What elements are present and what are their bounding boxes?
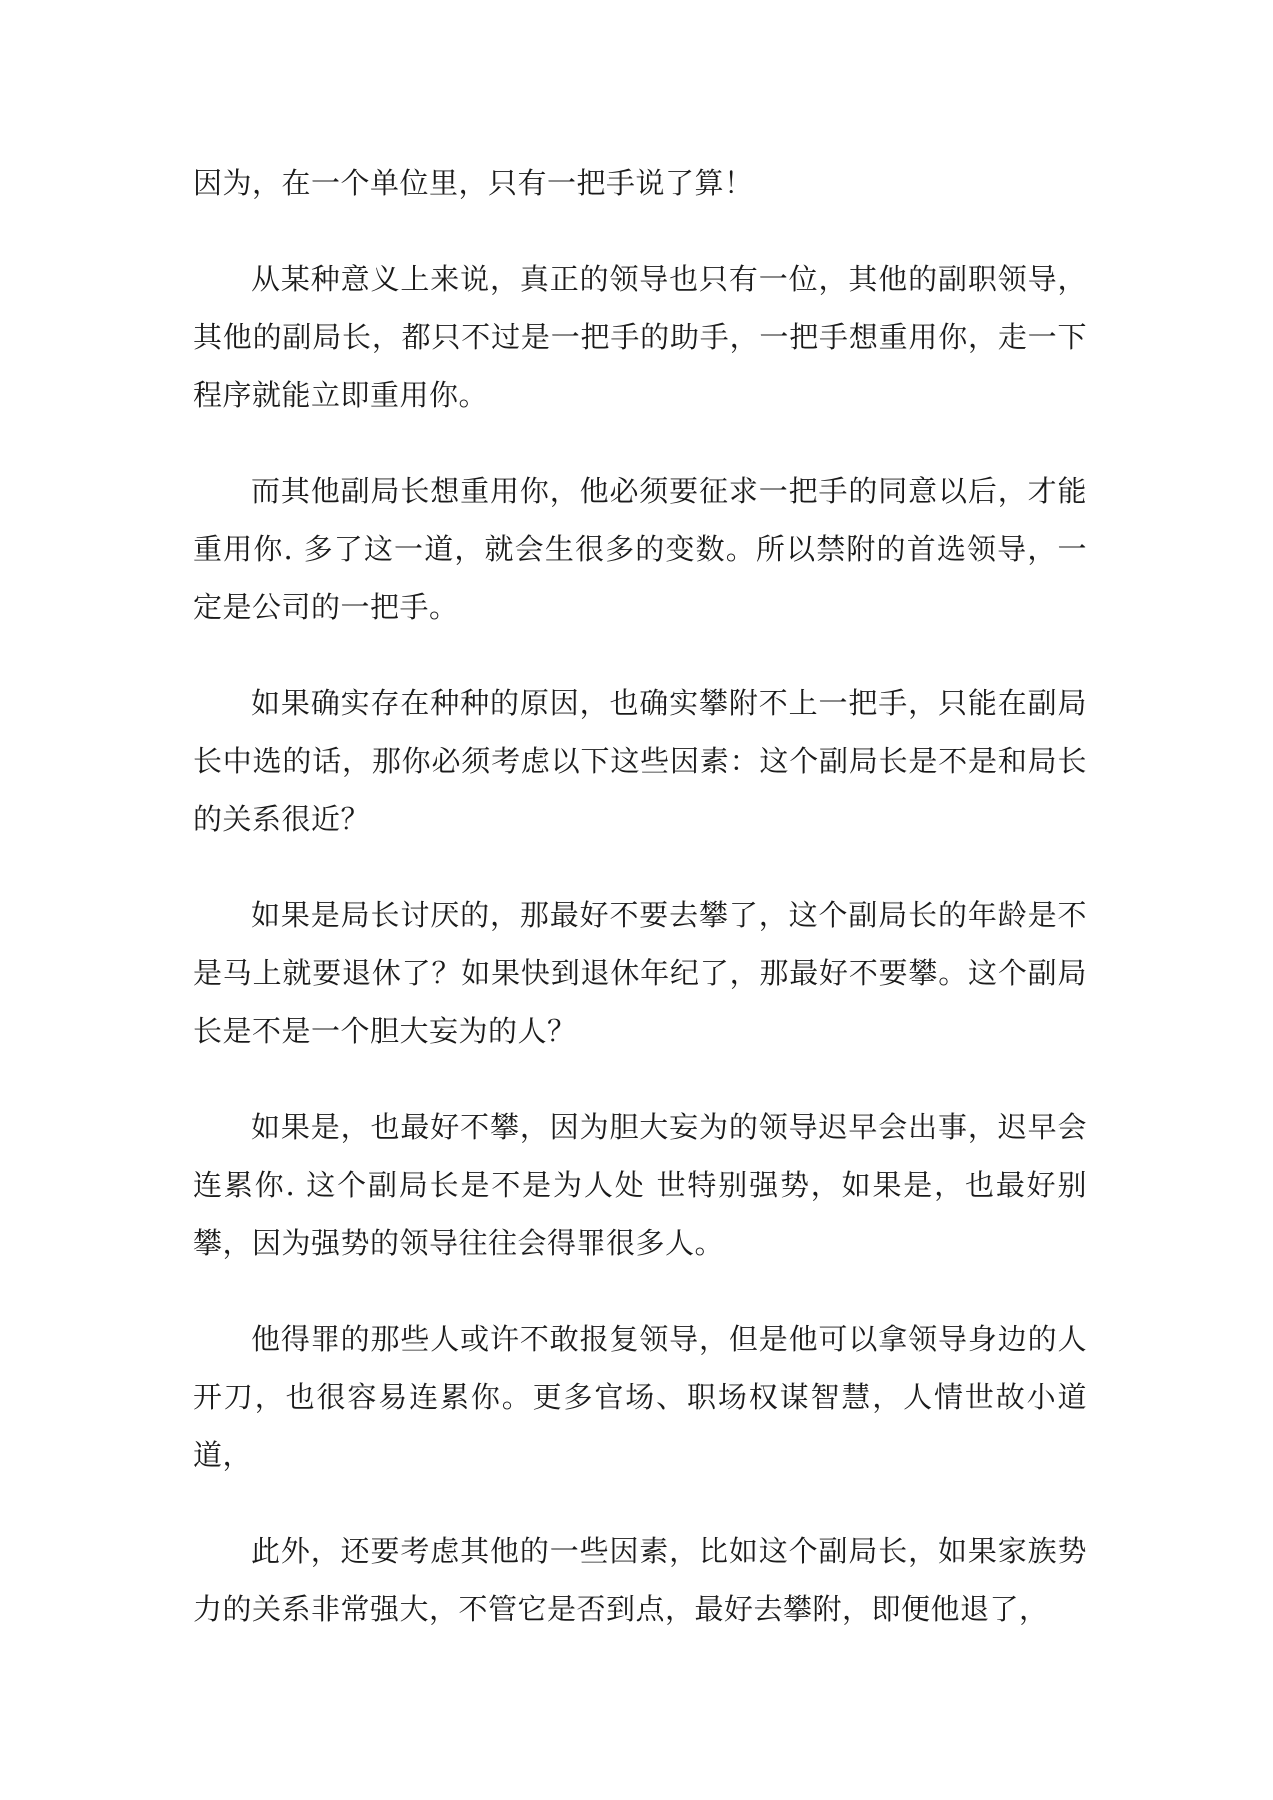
paragraph-5: 如果是局长讨厌的，那最好不要去攀了，这个副局长的年龄是不是马上就要退休了？如果快到退休年纪了，那最好不要攀。这个副局长是不是一个胆大妄为的人？ bbox=[193, 898, 1087, 1048]
paragraph-3: 而其他副局长想重用你，他必须要征求一把手的同意以后，才能重用你. 多了这一道，就会生很多的变数。所以禁附的首选领导，一定是公司的一把手。 bbox=[193, 474, 1087, 624]
paragraph-2: 从某种意义上来说，真正的领导也只有一位，其他的副职领导，其他的副局长，都只不过是一把手的助手，一把手想重用你，走一下程序就能立即重用你。 bbox=[193, 262, 1087, 412]
paragraph-1: 因为，在一个单位里，只有一把手说了算！ bbox=[193, 166, 754, 200]
paragraph-7: 他得罪的那些人或许不敢报复领导，但是他可以拿领导身边的人开刀，也很容易连累你。更多官场、职场权谋智慧，人情世故小道道， bbox=[193, 1322, 1087, 1472]
paragraph-8: 此外，还要考虑其他的一些因素，比如这个副局长，如果家族势 力的关系非常强大，不管它是否到点，最好去攀附，即便他退了， bbox=[193, 1534, 1087, 1626]
paragraph-4: 如果确实存在种种的原因，也确实攀附不上一把手，只能在副局长中选的话，那你必须考虑以下这些因素：这个副局长是不是和局长 的关系很近？ bbox=[193, 686, 1087, 836]
paragraph-6: 如果是，也最好不攀，因为胆大妄为的领导迟早会出事，迟早会连累你. 这个副局长是不是为人处 世特别强势，如果是，也最好别攀，因为强势的领导往往会得罪很多人。 bbox=[193, 1110, 1087, 1260]
body-text bbox=[193, 154, 1087, 1676]
